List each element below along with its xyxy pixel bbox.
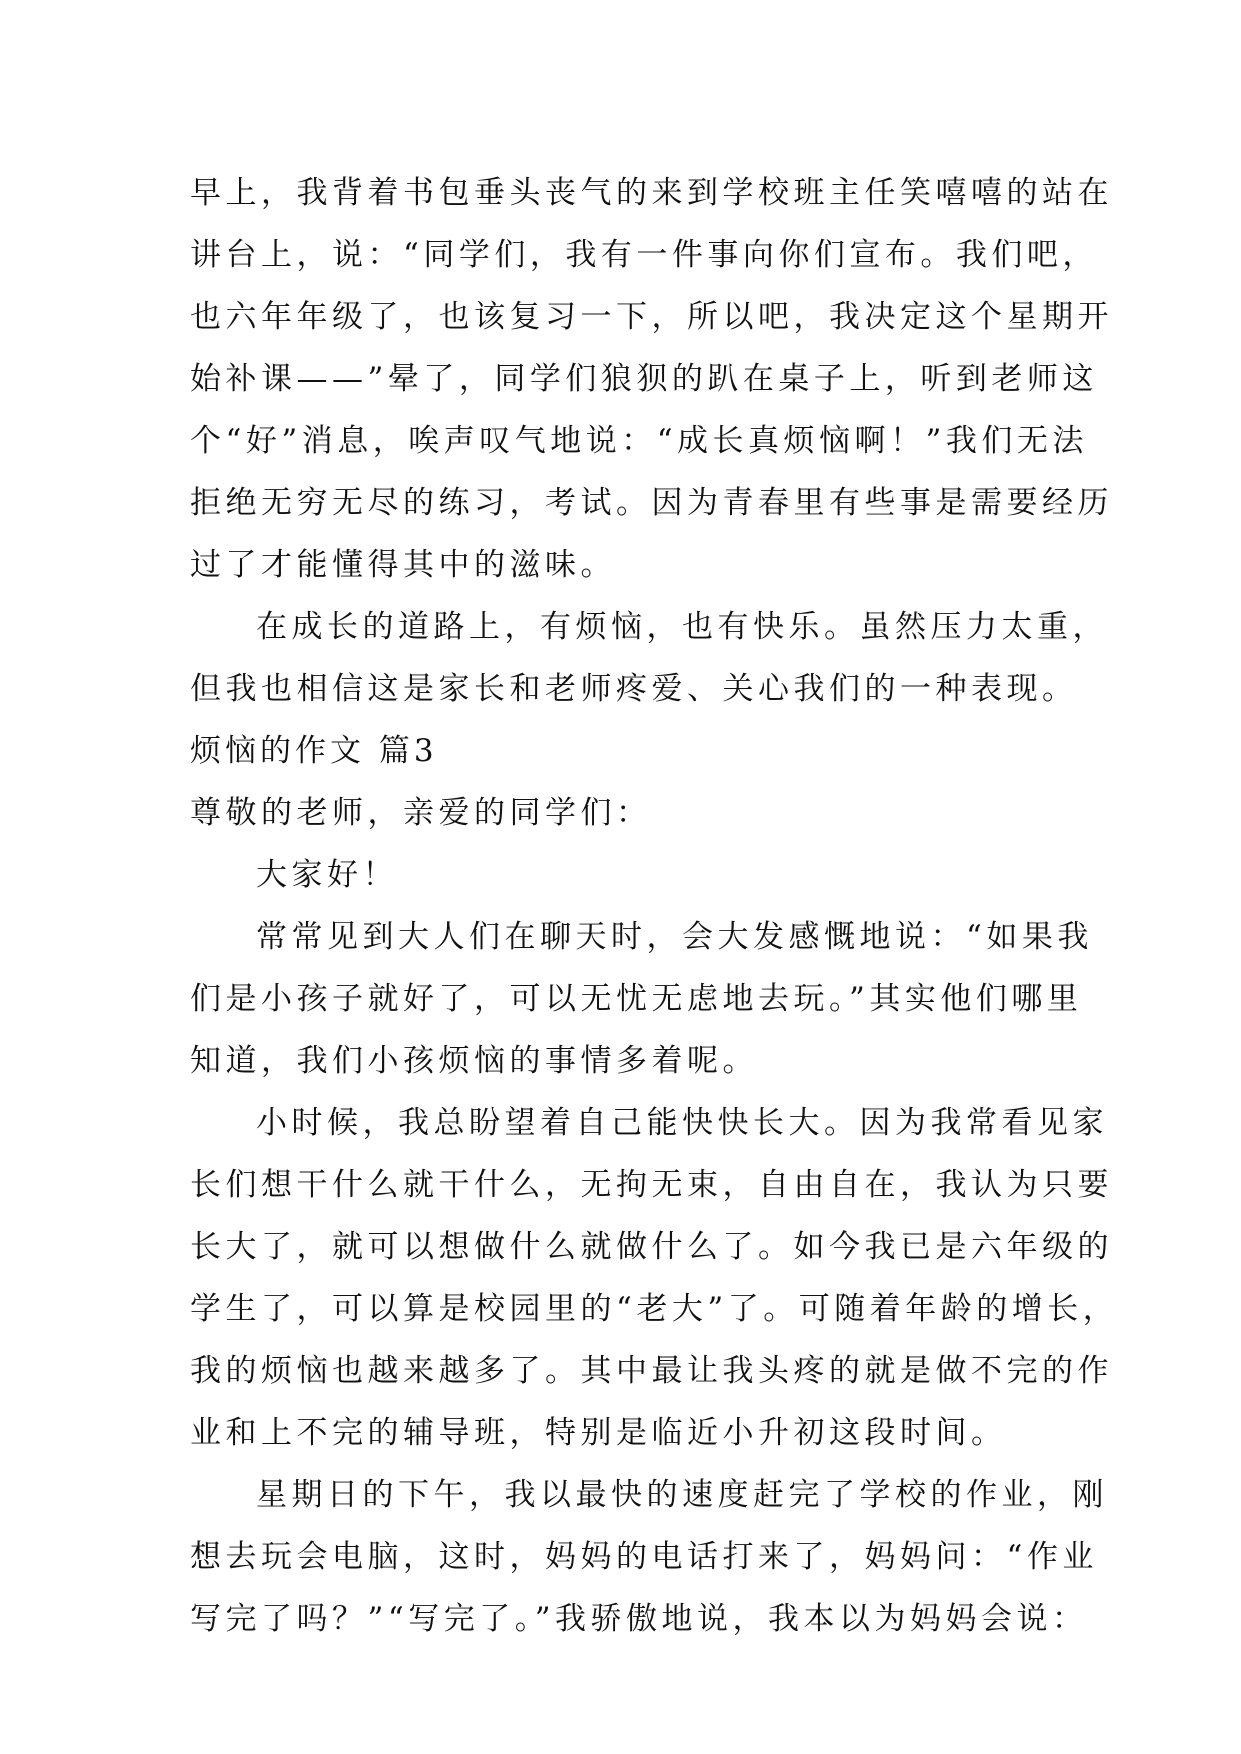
- heading-text: 烦恼的作文 篇3: [190, 733, 438, 769]
- text-line: 知道，我们小孩烦恼的事情多着呢。: [190, 1043, 758, 1079]
- paragraph: [190, 844, 1052, 906]
- text-line: 过了才能懂得其中的滋味。: [190, 547, 616, 583]
- text-line: 拒绝无穷无尽的练习，考试。因为青春里有些事是需要经历: [190, 485, 1113, 521]
- text-line: 讲台上，说：“同学们，我有一件事向你们宣布。我们吧，: [190, 237, 1098, 273]
- text-line: 在成长的道路上，有烦恼，也有快乐。虽然压力太重，: [256, 609, 1108, 645]
- text-line: 长大了，就可以想做什么就做什么了。如今我已是六年级的: [190, 1229, 1113, 1265]
- text-line: 始补课——”晕了，同学们狼狈的趴在桌子上，听到老师这: [190, 361, 1098, 397]
- paragraph: [190, 1464, 1108, 1650]
- paragraph: [190, 782, 1052, 844]
- text-line: 长们想干什么就干什么，无拘无束，自由自在，我认为只要: [190, 1167, 1113, 1203]
- text-line: 业和上不完的辅导班，特别是临近小升初这段时间。: [190, 1415, 1007, 1451]
- text-line: 小时候，我总盼望着自己能快快长大。因为我常看见家: [256, 1105, 1108, 1141]
- document-body: [190, 162, 1119, 1650]
- text-line: 也六年年级了，也该复习一下，所以吧，我决定这个星期开: [190, 299, 1113, 335]
- text-line: 大家好！: [256, 857, 398, 893]
- paragraph: [190, 162, 1113, 596]
- text-line: 个“好”消息，唉声叹气地说：“成长真烦恼啊！”我们无法: [190, 423, 1088, 459]
- text-line: 星期日的下午，我以最快的速度赶完了学校的作业，刚: [256, 1477, 1108, 1513]
- paragraph: [190, 596, 1108, 720]
- text-line: 我的烦恼也越来越多了。其中最让我头疼的就是做不完的作: [190, 1353, 1113, 1389]
- text-line: 但我也相信这是家长和老师疼爱、关心我们的一种表现。: [190, 671, 1078, 707]
- text-line: 尊敬的老师，亲爱的同学们：: [190, 795, 652, 831]
- paragraph: [190, 906, 1093, 1092]
- text-line: 常常见到大人们在聊天时，会大发感慨地说：“如果我: [256, 919, 1093, 955]
- text-line: 想去玩会电脑，这时，妈妈的电话打来了，妈妈问：“作业: [190, 1539, 1098, 1575]
- paragraph: [190, 1092, 1119, 1464]
- text-line: 学生了，可以算是校园里的“老大”了。可随着年龄的增长，: [190, 1291, 1119, 1327]
- text-line: 写完了吗？”“写完了。”我骄傲地说，我本以为妈妈会说：: [190, 1601, 1088, 1637]
- section-heading: [190, 720, 1052, 782]
- text-line: 早上，我背着书包垂头丧气的来到学校班主任笑嘻嘻的站在: [190, 175, 1113, 211]
- text-line: 们是小孩子就好了，可以无忧无虑地去玩。”其实他们哪里: [190, 981, 1083, 1017]
